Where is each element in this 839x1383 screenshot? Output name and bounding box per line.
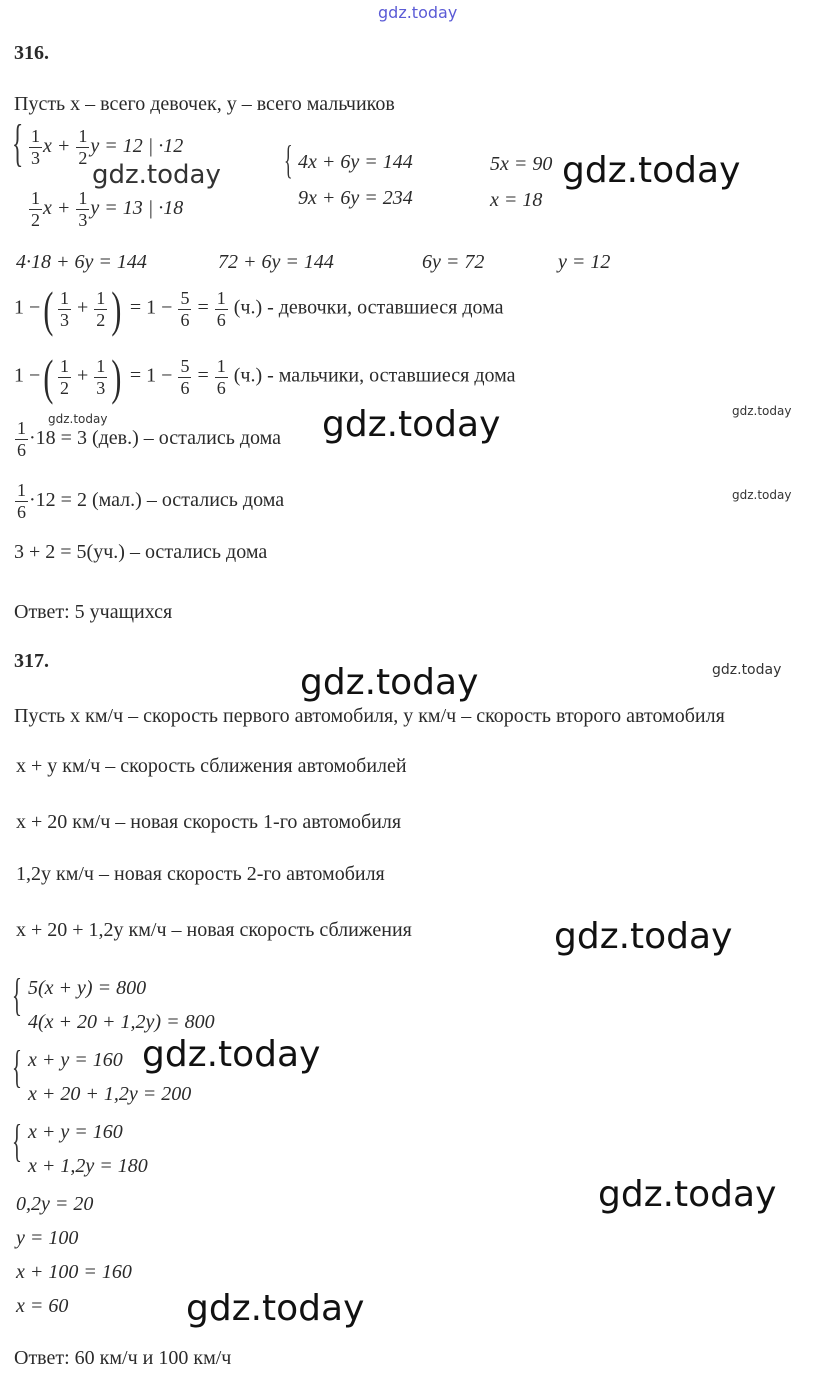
watermark: gdz.today: [92, 160, 221, 190]
fraction: $\frac{1}{2}$: [78, 126, 88, 168]
problem-316-intro: Пусть x – всего девочек, y – всего мальчиков: [14, 93, 395, 115]
boys-count-line: $\frac{1}{6}$ ·12 = 2 (мал.) – остались дома: [17, 480, 285, 522]
watermark: gdz.today: [142, 1034, 321, 1075]
system2-line2: 9x + 6y = 234: [298, 187, 413, 209]
watermark: gdz.today: [712, 662, 782, 678]
solve-step-4: x = 60: [16, 1295, 69, 1317]
system-brace: {: [12, 969, 22, 1020]
boys-home-line: 1 −( $\frac{1}{2}$ + $\frac{1}{3}$ ) = 1 − $\frac{5}{6}$ = $\frac{1}{6}$ (ч.) - мальчики, оставшиеся дома: [14, 349, 516, 405]
sys-b-line2: x + 20 + 1,2y = 200: [28, 1083, 192, 1105]
system-brace: {: [284, 137, 293, 182]
top-watermark: gdz.today: [378, 3, 458, 22]
sys-c-line2: x + 1,2y = 180: [28, 1155, 148, 1177]
watermark: gdz.today: [732, 488, 792, 502]
watermark: gdz.today: [562, 150, 741, 191]
watermark: gdz.today: [598, 1174, 777, 1215]
problem-317-intro: Пусть x км/ч – скорость первого автомобиля, y км/ч – скорость второго автомобиля: [14, 705, 725, 727]
system-brace: {: [12, 115, 24, 172]
speed-line-3: 1,2y км/ч – новая скорость 2-го автомобиля: [16, 863, 385, 885]
solve-step-3: x + 100 = 160: [16, 1261, 132, 1283]
sys-c-line1: x + y = 160: [28, 1121, 123, 1143]
watermark: gdz.today: [48, 412, 108, 426]
equation-2: 72 + 6y = 144: [218, 251, 334, 273]
problem-316-answer: Ответ: 5 учащихся: [14, 601, 173, 623]
system-brace: {: [12, 1115, 22, 1166]
system-brace: {: [12, 1041, 22, 1092]
fraction: $\frac{1}{2}$: [31, 188, 40, 230]
equation-4: y = 12: [558, 251, 611, 273]
speed-line-2: x + 20 км/ч – новая скорость 1-го автомобиля: [16, 811, 402, 833]
problem-317-number: 317.: [14, 650, 49, 672]
system2-line1: 4x + 6y = 144: [298, 151, 413, 173]
sys-a-line1: 5(x + y) = 800: [28, 977, 147, 999]
problem-317-answer: Ответ: 60 км/ч и 100 км/ч: [14, 1347, 232, 1369]
equation-3: 6y = 72: [422, 251, 485, 273]
equation-1: 4·18 + 6y = 144: [16, 251, 147, 273]
girls-home-line: 1 −( $\frac{1}{3}$ + $\frac{1}{2}$ ) = 1 − $\frac{5}{6}$ = $\frac{1}{6}$ (ч.) - девочки, оставшиеся дома: [14, 281, 504, 337]
speed-line-4: x + 20 + 1,2y км/ч – новая скорость сближения: [16, 919, 412, 941]
total-line: 3 + 2 = 5(уч.) – остались дома: [14, 541, 268, 563]
fraction: $\frac{1}{3}$: [31, 126, 40, 168]
problem-316-number: 316.: [14, 42, 49, 64]
watermark: gdz.today: [186, 1288, 365, 1329]
solve-step-2: y = 100: [16, 1227, 79, 1249]
girls-count-line: $\frac{1}{6}$ ·18 = 3 (дев.) – остались дома: [17, 418, 282, 460]
watermark: gdz.today: [554, 916, 733, 957]
solve-step-1: 0,2y = 20: [16, 1193, 94, 1215]
system1-line1: $\frac{1}{3}$ x + $\frac{1}{2}$ y = 12 | ·12: [31, 126, 184, 168]
fraction: $\frac{1}{3}$: [78, 188, 88, 230]
sys-a-line2: 4(x + 20 + 1,2y) = 800: [28, 1011, 215, 1033]
speed-line-1: x + y км/ч – скорость сближения автомобилей: [16, 755, 407, 777]
result-5x: 5x = 90: [490, 153, 553, 175]
watermark: gdz.today: [300, 662, 479, 703]
result-x: x = 18: [490, 189, 543, 211]
system1-line2: $\frac{1}{2}$ x + $\frac{1}{3}$ y = 13 | ·18: [31, 188, 184, 230]
watermark: gdz.today: [732, 404, 792, 418]
sys-b-line1: x + y = 160: [28, 1049, 123, 1071]
watermark: gdz.today: [322, 404, 501, 445]
